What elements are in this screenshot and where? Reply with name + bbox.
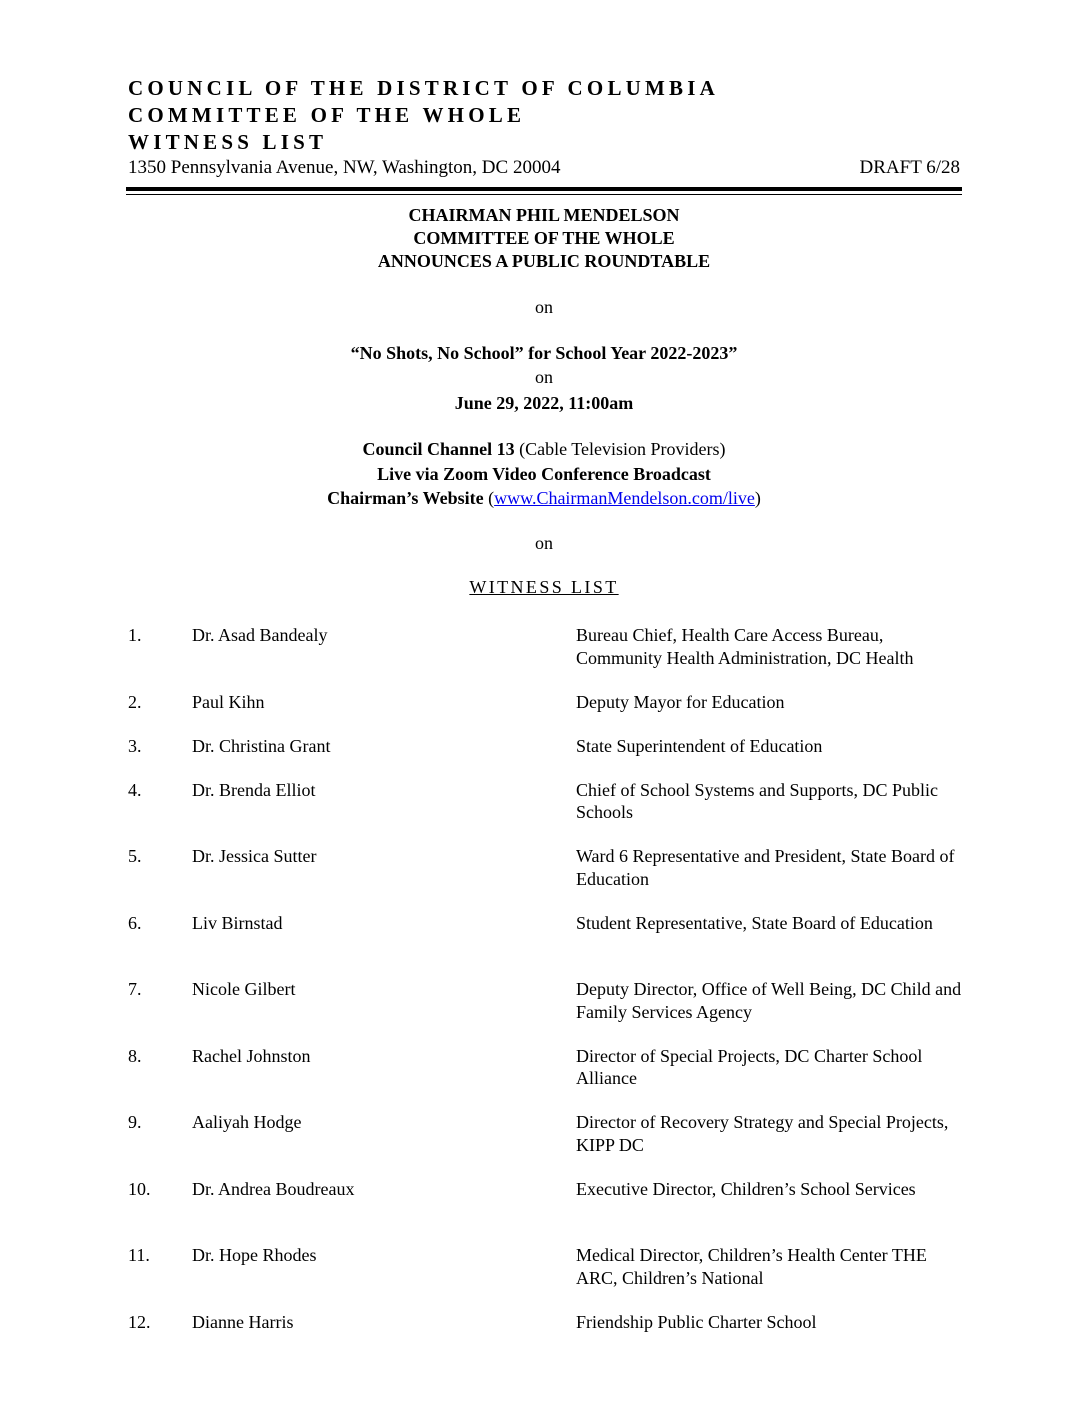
witness-row [128,1045,968,1112]
witness-title: Student Representative, State Board of Education [576,912,933,933]
zoom-line: Live via Zoom Video Conference Broadcast [377,464,711,484]
witness-title: Chief of School Systems and Supports, DC Public Schools [576,779,939,822]
channel-providers: (Cable Television Providers) [514,439,726,459]
committee-heading: COMMITTEE OF THE WHOLE [128,103,526,127]
witness-name: Dr. Brenda Elliot [192,779,316,800]
witness-name: Dr. Hope Rhodes [192,1245,317,1265]
witness-row [128,1111,968,1178]
witness-number: 1. [128,625,142,645]
witness-title: Ward 6 Representative and President, State Board of Education [576,846,955,889]
witness-title: Executive Director, Children’s School Services [576,1178,916,1199]
roundtable-topic: “No Shots, No School” for School Year 2022-2023” [350,343,738,363]
channel-name: Council Channel 13 [362,439,515,459]
witness-title: Director of Recovery Strategy and Special Projects, KIPP DC [576,1112,949,1155]
witness-number: 11. [128,1245,150,1265]
witness-number: 4. [128,779,142,800]
witness-list-title-text: WITNESS LIST [469,577,619,597]
header-rule-thin [126,194,962,195]
witness-number: 12. [128,1311,151,1332]
witness-number: 10. [128,1178,151,1199]
witness-name: Dr. Jessica Sutter [192,846,317,866]
witness-row [128,691,968,735]
website-link[interactable]: www.ChairmanMendelson.com/live [494,488,755,508]
witness-number: 6. [128,912,142,933]
witness-number: 2. [128,691,142,712]
header-rule-thick [126,187,962,191]
witness-title: Deputy Mayor for Education [576,691,785,712]
witness-list-title [0,576,1088,598]
witness-name: Dianne Harris [192,1311,294,1332]
witness-number: 8. [128,1045,142,1066]
chairman-line: CHAIRMAN PHIL MENDELSON [408,205,680,225]
on-text-2: on [535,367,553,387]
address: 1350 Pennsylvania Avenue, NW, Washington, DC 20004 [128,157,561,178]
witness-name: Paul Kihn [192,691,265,712]
witness-name: Dr. Asad Bandealy [192,625,328,645]
witness-row [128,624,968,691]
hearing-datetime: June 29, 2022, 11:00am [454,393,634,413]
witness-row [128,1311,968,1355]
witness-row [128,845,968,912]
website-paren-close: ) [754,488,761,508]
witness-row [128,1244,968,1311]
witness-row [128,978,968,1045]
witness-name: Aaliyah Hodge [192,1112,302,1132]
witness-row [128,735,968,779]
committee-line: COMMITTEE OF THE WHOLE [413,228,675,248]
website-paren-open: ( [488,488,495,508]
witness-title: Bureau Chief, Health Care Access Bureau, Community Health Administration, DC Health [576,625,914,668]
witness-name: Liv Birnstad [192,912,283,933]
witness-name: Rachel Johnston [192,1045,311,1066]
witness-number: 7. [128,979,142,999]
announces-line: ANNOUNCES A PUBLIC ROUNDTABLE [377,251,711,271]
witness-title: Friendship Public Charter School [576,1311,817,1332]
on-text-1: on [535,297,553,317]
witness-name: Dr. Christina Grant [192,735,331,756]
website-line [0,487,1088,510]
witness-number: 3. [128,735,142,756]
website-label: Chairman’s Website [327,488,489,508]
witness-row [128,1178,968,1245]
witness-number: 9. [128,1112,142,1132]
witness-title: Deputy Director, Office of Well Being, DC Child and Family Services Agency [576,979,962,1022]
witness-list [128,624,968,1355]
draft-label: DRAFT 6/28 [859,157,960,178]
witness-title: Medical Director, Children’s Health Center THE ARC, Children’s National [576,1245,927,1288]
witness-row [128,779,968,846]
address-row [128,157,960,179]
witness-title: State Superintendent of Education [576,735,823,756]
on-text-3: on [535,533,553,553]
witness-row [128,912,968,979]
witness-number: 5. [128,846,142,866]
witness-name: Nicole Gilbert [192,979,296,999]
witness-title: Director of Special Projects, DC Charter School Alliance [576,1045,923,1088]
witness-name: Dr. Andrea Boudreaux [192,1178,355,1199]
channel-line [0,438,1088,461]
council-heading: COUNCIL OF THE DISTRICT OF COLUMBIA [128,76,719,100]
witness-list-heading: WITNESS LIST [128,130,328,154]
